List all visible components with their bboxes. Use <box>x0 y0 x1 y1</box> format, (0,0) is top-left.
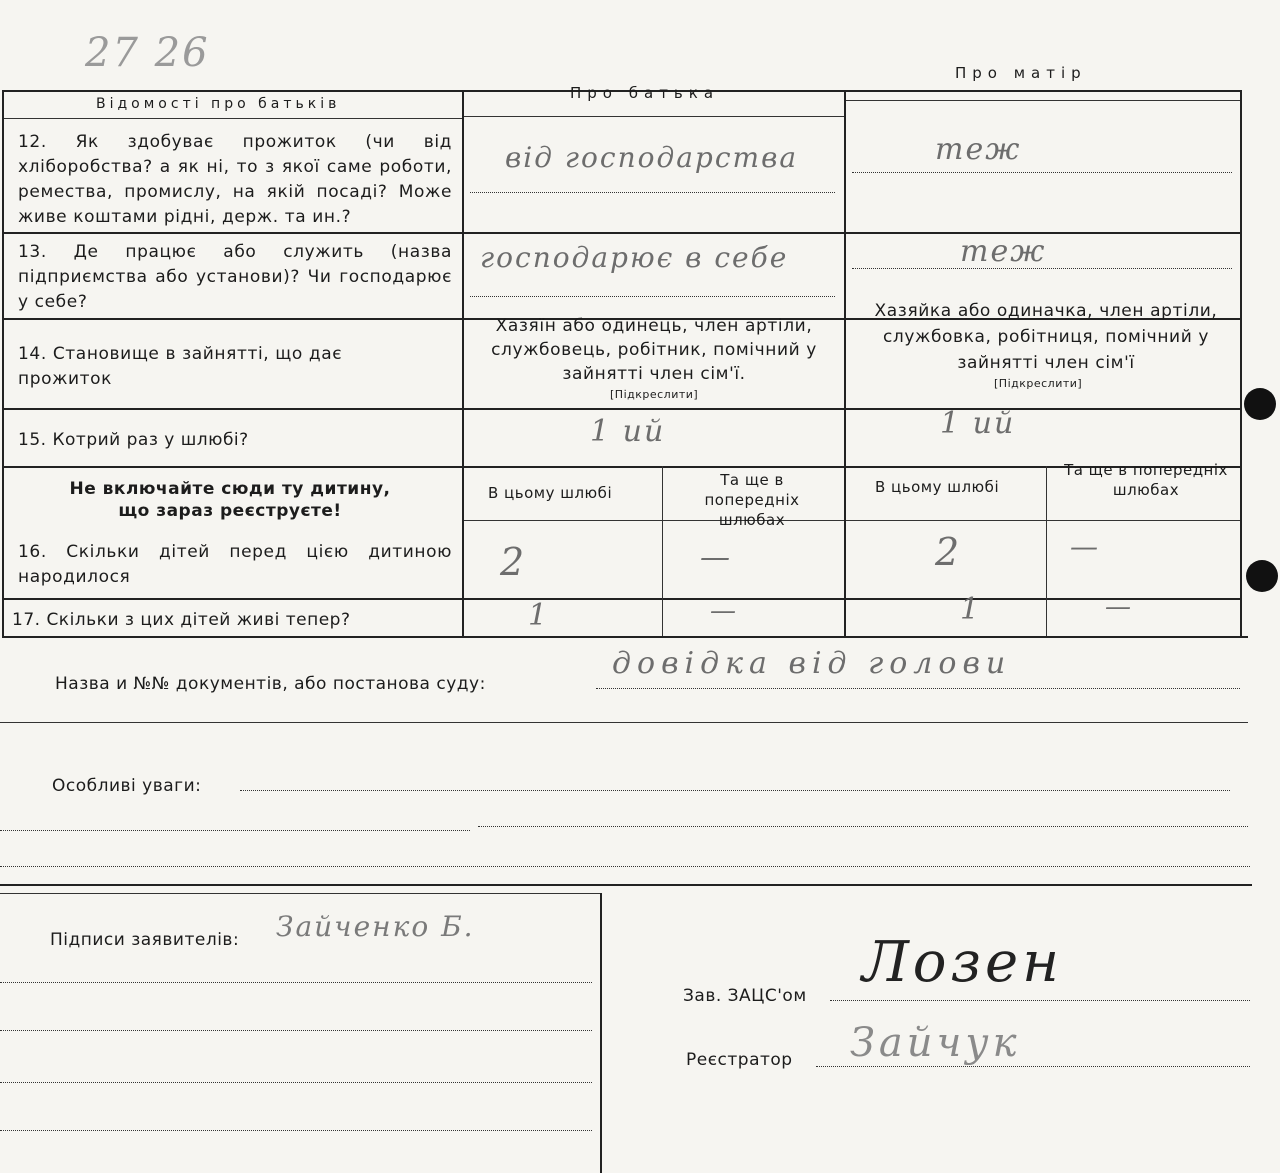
signatures-divider <box>600 893 602 1173</box>
father-status-options: Хазяїн або одинець, член артіли, службовець, робітник, помічний у зайнятті член сім'ї. <box>491 316 817 384</box>
question-12: 12. Як здобуває прожиток (чи від хліборобства? а як ні, то з якої саме роботи, ремества, промислу, на якій посаді? Може живе коштами рідні, держ. та ин.? <box>18 132 452 227</box>
question-17: 17. Скільки з цих дітей живі тепер? <box>12 610 351 630</box>
father-this-marriage-header: В цьому шлюбі <box>488 484 613 502</box>
question-14: 14. Становище в зайнятті, що дає прожиток <box>18 344 343 389</box>
answer-17-father-this: 1 <box>528 598 550 633</box>
head-label: Зав. ЗАЦС'ом <box>683 986 807 1006</box>
father-previous-header: Та ще в попередніх шлюбах <box>704 471 800 529</box>
answer-15-mother: 1 ий <box>940 406 1016 441</box>
answer-16-mother-prev: — <box>1070 530 1100 563</box>
punch-hole-bottom <box>1246 560 1278 592</box>
mother-underline-note: [Підкреслити] <box>994 377 1083 390</box>
mother-this-marriage-header: В цьому шлюбі <box>875 478 1000 496</box>
documents-value: довідка від голови <box>612 646 1012 681</box>
head-signature: Лозен <box>862 930 1064 995</box>
registrar-label: Реєстратор <box>686 1050 793 1070</box>
answer-17-mother-this: 1 <box>960 592 982 627</box>
signatures-top-line <box>0 884 1252 886</box>
punch-hole-top <box>1244 388 1276 420</box>
question-15: 15. Котрий раз у шлюбі? <box>18 430 249 450</box>
question-16: 16. Скільки дітей перед цією дитиною народилося <box>18 542 452 587</box>
applicants-label: Підписи заявителів: <box>50 930 240 950</box>
remarks-label: Особливі уваги: <box>52 776 202 796</box>
answer-15-father: 1 ий <box>590 414 666 449</box>
answer-17-mother-prev: — <box>1105 592 1133 622</box>
answer-16-mother-this: 2 <box>935 530 962 574</box>
answer-17-father-prev: — <box>710 596 738 626</box>
mother-previous-header: Та ще в попередніх шлюбах <box>1064 461 1228 499</box>
answer-16-father-prev: — <box>700 540 732 575</box>
documents-label: Назва и №№ документів, або постанова суду: <box>55 674 486 694</box>
answer-13-father: господарює в себе <box>480 241 789 274</box>
header-info-column: Відомості про батьків <box>96 96 341 112</box>
children-note: Не включайте сюди ту дитину, що зараз реєструєте! <box>69 479 391 521</box>
father-underline-note: [Підкреслити] <box>610 388 699 401</box>
answer-12-father: від господарства <box>505 141 799 174</box>
applicants-signature: Зайченко Б. <box>276 910 475 943</box>
header-mother-column: Про матір <box>955 64 1087 82</box>
archive-mark: 27 26 <box>85 30 210 76</box>
mother-status-options: Хазяйка або одиначка, член артіли, службовка, робітниця, помічний у зайнятті член сім'ї <box>874 301 1218 373</box>
answer-13-mother: теж <box>960 234 1047 269</box>
table-bottom-line <box>2 636 1248 638</box>
answer-12-mother: теж <box>935 132 1022 167</box>
question-13: 13. Де працює або служить (назва підприємства або установи)? Чи господарює у себе? <box>18 242 452 312</box>
answer-16-father-this: 2 <box>500 540 527 584</box>
registrar-signature: Зайчук <box>850 1020 1021 1066</box>
header-father-column: Про батька <box>570 84 720 102</box>
